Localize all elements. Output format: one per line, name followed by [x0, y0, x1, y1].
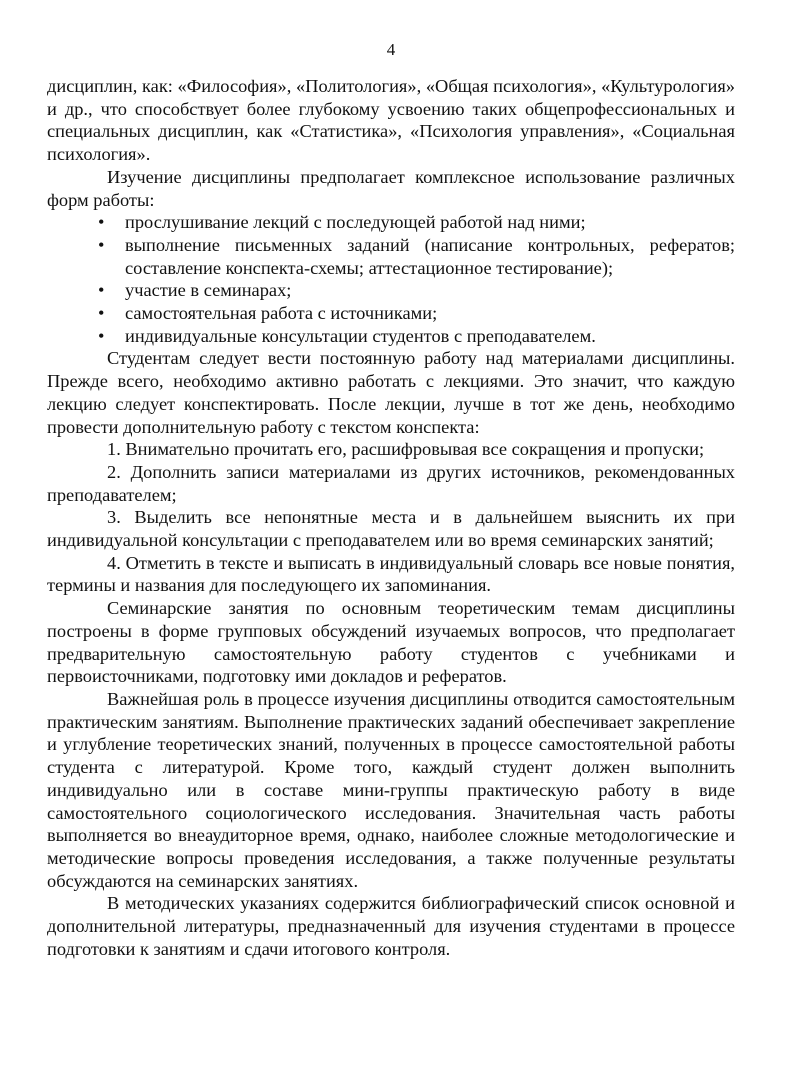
paragraph-step-1: 1. Внимательно прочитать его, расшифровывая все сокращения и пропуски;	[107, 439, 705, 460]
bullet-icon: •	[98, 325, 105, 346]
paragraph-step-2: 2. Дополнить записи материалами из других источников, рекомендованных преподавателем;	[47, 461, 735, 505]
paragraph-bibliography: В методических указаниях содержится библиографический список основной и дополнительной литературы, предназначенный для изучения студентами в процессе подготовки к занятиям и сдачи итогового контроля.	[47, 893, 735, 959]
paragraph-seminars: Семинарские занятия по основным теоретическим темам дисциплины построены в форме групповых обсуждений изучаемых вопросов, что предполагает предварительную самостоятельную работу студентов с учебниками и первоисточниками, подготовку ими докладов и рефератов.	[47, 598, 735, 687]
list-item	[98, 302, 735, 325]
list-item-text: выполнение письменных заданий (написание контрольных, рефератов; составление конспекта-схемы; аттестационное тестирование);	[125, 234, 735, 278]
bullet-icon: •	[98, 212, 105, 233]
page-number: 4	[386, 40, 396, 59]
paragraph-work-forms-intro: Изучение дисциплины предполагает комплексное использование различных форм работы:	[47, 166, 735, 210]
paragraph-practical-work: Важнейшая роль в процессе изучения дисциплины отводится самостоятельным практическим занятиям. Выполнение практических заданий обеспечивает закрепление и углубление теоретических знаний, полученных в процессе самостоятельной работы студента с литературой. Кроме того, каждый студент должен выполнить индивидуально или в составе мини-группы практическую работу в виде самостоятельного социологического исследования. Значительная часть работы выполняется во внеаудиторное время, однако, наиболее сложные методологические и методические вопросы проведения исследования, а также полученные результаты обсуждаются на семинарских занятиях.	[47, 688, 735, 891]
list-item	[98, 279, 735, 302]
list-item-text: участие в семинарах;	[125, 280, 292, 301]
paragraph-disciplines-list: дисциплин, как: «Философия», «Политология», «Общая психология», «Культурология» и др., что способствует более глубокому усвоению таких общепрофессиональных и специальных дисциплин, как «Статистика», «Психология управления», «Социальная психология».	[47, 76, 735, 165]
work-forms-list	[47, 211, 735, 347]
paragraph-step-4: 4. Отметить в тексте и выписать в индивидуальный словарь все новые понятия, термины и названия для последующего их запоминания.	[47, 552, 735, 596]
list-item-text: индивидуальные консультации студентов с преподавателем.	[125, 325, 596, 346]
list-item	[98, 211, 735, 234]
document-page	[47, 0, 735, 1079]
bullet-icon: •	[98, 303, 105, 324]
list-item	[98, 234, 735, 279]
list-item-text: самостоятельная работа с источниками;	[125, 303, 438, 324]
body-text	[47, 75, 735, 960]
paragraph-lecture-work: Студентам следует вести постоянную работу над материалами дисциплины. Прежде всего, необходимо активно работать с лекциями. Это значит, что каждую лекцию следует конспектировать. После лекции, лучше в тот же день, необходимо провести дополнительную работу с текстом конспекта:	[47, 348, 735, 437]
list-item	[98, 325, 735, 348]
bullet-icon: •	[98, 234, 105, 255]
bullet-icon: •	[98, 280, 105, 301]
list-item-text: прослушивание лекций с последующей работой над ними;	[125, 212, 586, 233]
paragraph-step-3: 3. Выделить все непонятные места и в дальнейшем выяснить их при индивидуальной консультации с преподавателем или во время семинарских занятий;	[47, 507, 735, 551]
